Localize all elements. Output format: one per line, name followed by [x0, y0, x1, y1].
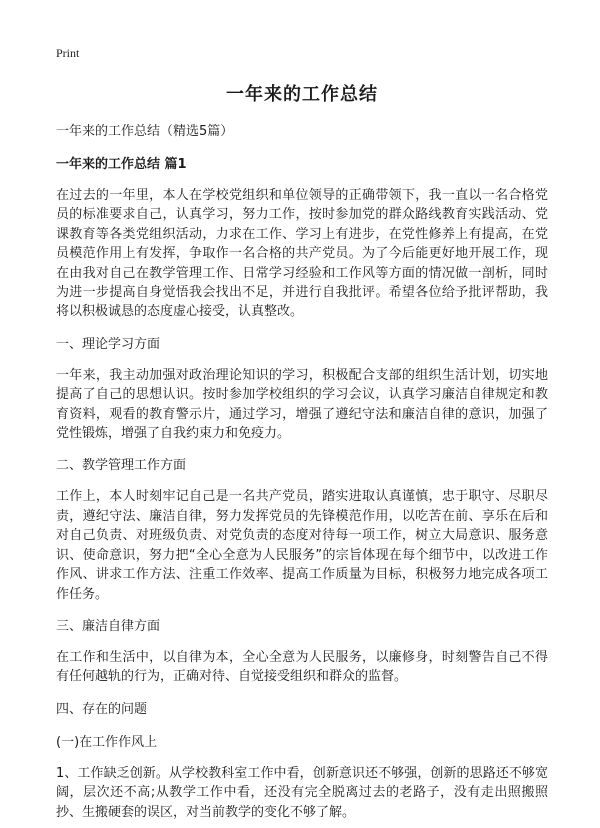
section-heading: 一年来的工作总结 篇1: [56, 157, 187, 172]
paragraph-intro: 在过去的一年里，本人在学校党组织和单位领导的正确带领下，我一直以一名合格党员的标准要求自己，认真学习，努力工作，按时参加党的群众路线教育实践活动、党课教育等各类党组织活动，力求在工作、学习上有进步，在党性修养上有提高，在党员模范作用上有发挥，争取作一名合格的共产党员。为了今后能更好地开展工作，现在由我对自己在教学管理工作、日常学习经验和工作风等方面的情况做一剖析，同时为进一步提高自身觉悟我会找出不足，并进行自我批评。希望各位给予批评帮助，我将以积极诚恳的态度虚心接受，认真整改。: [56, 188, 548, 320]
paragraph-self-discipline: 在工作和生活中，以自律为本，全心全意为人民服务，以廉修身，时刻警告自己不得有任何越轨的行为，正确对待、自觉接受组织和群众的监督。: [56, 649, 548, 685]
paragraph-theory-study: 一年来，我主动加强对政治理论知识的学习，积极配合支部的组织生活计划，切实地提高了自己的思想认识。按时参加学校组织的学习会议，认真学习廉洁自律规定和教育资料，观看的教育警示片，通过学习，增强了遵纪守法和廉洁自律的意识，加强了党性锻炼，增强了自我约束力和免疫力。: [56, 367, 548, 442]
paragraph-work-style: 1、工作缺乏创新。从学校教科室工作中看，创新意识还不够强，创新的思路还不够宽阔，层次还不高;从教学工作中看，还没有完全脱离过去的老路子，没有走出照搬照抄、生搬硬套的误区，对当前教学的变化不够了解。: [56, 765, 548, 820]
heading-self-discipline: 三、廉洁自律方面: [56, 618, 161, 634]
heading-existing-problems: 四、存在的问题: [56, 701, 148, 717]
document-subtitle: 一年来的工作总结（精选5篇）: [56, 124, 234, 139]
print-link[interactable]: Print: [56, 46, 80, 60]
heading-teaching-management: 二、教学管理工作方面: [56, 458, 187, 474]
paragraph-teaching-management: 工作上，本人时刻牢记自己是一名共产党员，踏实进取认真谨慎，忠于职守、尽职尽责，遵纪守法、廉洁自律，努力发挥党员的先锋模范作用，以吃苦在前、享乐在后和对自己负责、对班级负责、对党负责的态度对待每一项工作，树立大局意识、服务意识、使命意识，努力把“全心全意为人民服务”的宗旨体现在每个细节中，以改进工作作风、讲求工作方法、注重工作效率、提高工作质量为目标，积极努力地完成各项工作任务。: [56, 489, 548, 602]
document-title: 一年来的工作总结: [226, 84, 378, 105]
heading-work-style: (一)在工作作风上: [56, 734, 158, 750]
heading-theory-study: 一、理论学习方面: [56, 336, 161, 352]
